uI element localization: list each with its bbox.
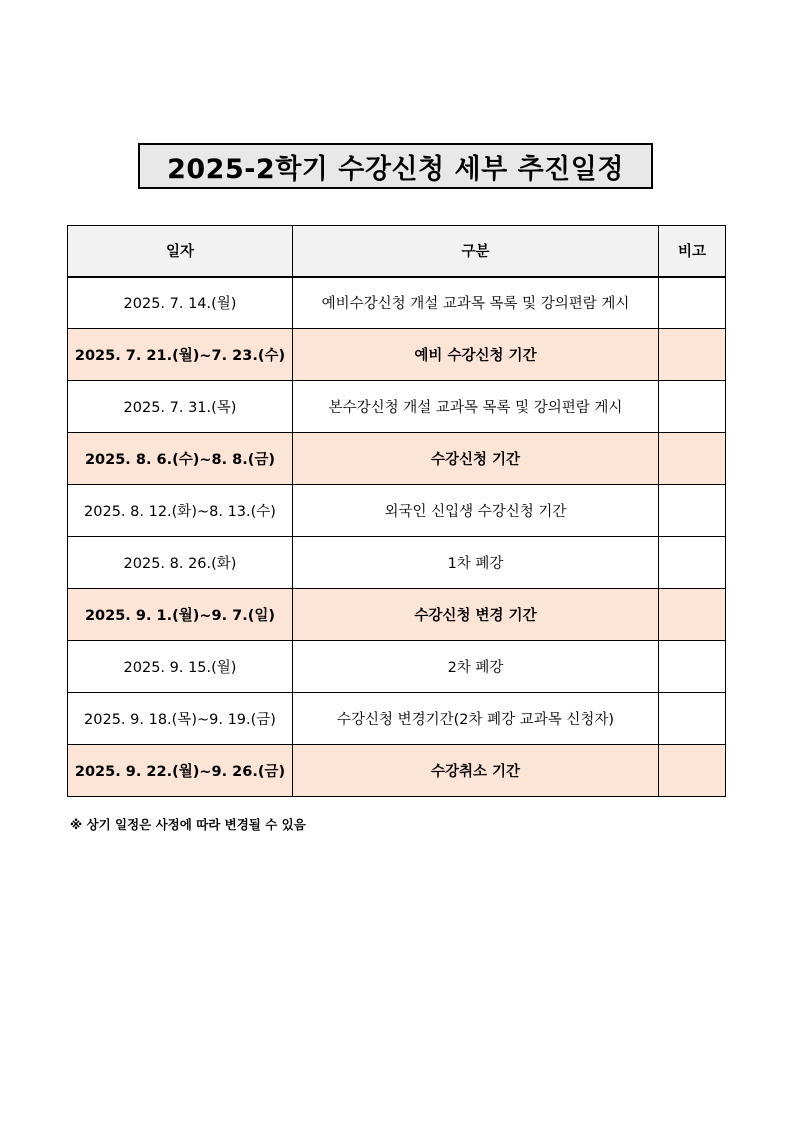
date-cell: 2025. 7. 31.(목) xyxy=(68,381,293,433)
remarks-cell xyxy=(659,277,726,329)
remarks-cell xyxy=(659,745,726,797)
category-cell: 1차 폐강 xyxy=(293,537,659,589)
category-cell: 예비수강신청 개설 교과목 목록 및 강의편람 게시 xyxy=(293,277,659,329)
table-row xyxy=(68,329,726,381)
page-title: 2025-2학기 수강신청 세부 추진일정 xyxy=(167,153,624,185)
category-cell: 수강신청 기간 xyxy=(293,433,659,485)
category-cell: 본수강신청 개설 교과목 목록 및 강의편람 게시 xyxy=(293,381,659,433)
category-cell: 수강신청 변경기간(2차 폐강 교과목 신청자) xyxy=(293,693,659,745)
remarks-cell xyxy=(659,433,726,485)
date-cell: 2025. 7. 14.(월) xyxy=(68,277,293,329)
category-cell: 수강취소 기간 xyxy=(293,745,659,797)
remarks-cell xyxy=(659,485,726,537)
category-cell: 2차 폐강 xyxy=(293,641,659,693)
date-cell: 2025. 8. 26.(화) xyxy=(68,537,293,589)
table-header-row xyxy=(68,226,726,277)
date-cell: 2025. 9. 22.(월)~9. 26.(금) xyxy=(68,745,293,797)
date-cell: 2025. 9. 15.(월) xyxy=(68,641,293,693)
remarks-cell xyxy=(659,641,726,693)
date-cell: 2025. 9. 18.(목)~9. 19.(금) xyxy=(68,693,293,745)
table-row xyxy=(68,641,726,693)
header-remarks: 비고 xyxy=(659,226,726,277)
date-cell: 2025. 8. 6.(수)~8. 8.(금) xyxy=(68,433,293,485)
table-row xyxy=(68,381,726,433)
remarks-cell xyxy=(659,329,726,381)
table-row xyxy=(68,745,726,797)
table-row xyxy=(68,433,726,485)
remarks-cell xyxy=(659,381,726,433)
remarks-cell xyxy=(659,537,726,589)
table-row xyxy=(68,589,726,641)
schedule-table xyxy=(67,225,726,797)
category-cell: 예비 수강신청 기간 xyxy=(293,329,659,381)
remarks-cell xyxy=(659,589,726,641)
table-row xyxy=(68,485,726,537)
table-body xyxy=(68,277,726,797)
category-cell: 외국인 신입생 수강신청 기간 xyxy=(293,485,659,537)
title-box xyxy=(138,143,653,189)
table-row xyxy=(68,537,726,589)
category-cell: 수강신청 변경 기간 xyxy=(293,589,659,641)
remarks-cell xyxy=(659,693,726,745)
footnote: ※ 상기 일정은 사정에 따라 변경될 수 있음 xyxy=(70,817,306,832)
header-category: 구분 xyxy=(293,226,659,277)
date-cell: 2025. 9. 1.(월)~9. 7.(일) xyxy=(68,589,293,641)
table-row xyxy=(68,693,726,745)
table-row xyxy=(68,277,726,329)
date-cell: 2025. 8. 12.(화)~8. 13.(수) xyxy=(68,485,293,537)
date-cell: 2025. 7. 21.(월)~7. 23.(수) xyxy=(68,329,293,381)
header-date: 일자 xyxy=(68,226,293,277)
